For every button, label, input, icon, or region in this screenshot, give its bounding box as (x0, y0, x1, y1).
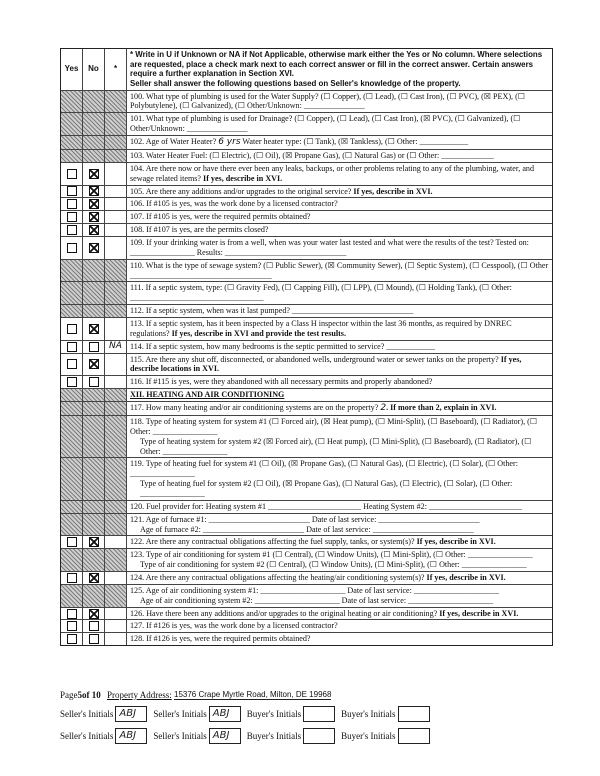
q114-handwritten: NA (109, 341, 122, 352)
q119-system2: Type of heating fuel for system #2 (☐ Oil), (☒ Propane Gas), (☐ Natural Gas), (☐ Electric), (☐ Solar), (☐ Other: ________________ (140, 479, 513, 498)
q123-system2: Type of air conditioning for system #2 (☐ Central), (☐ Window Units), (☐ Mini-Split), (☐ Other: ________________ (140, 560, 527, 570)
q104-yes-checkbox[interactable] (67, 169, 77, 179)
row-128 (61, 633, 552, 645)
q118-system2: Type of heating system for system #2 (☒ Forced air), (☐ Heat pump), (☐ Mini-Split), (☐ Baseboard), (☐ Radiator), (☐ Other: ________________ (140, 436, 532, 456)
row-121 (61, 514, 552, 537)
disclosure-form (60, 48, 553, 646)
q108-text: 108. If #107 is yes, are the permits closed? (130, 225, 269, 235)
q126-instruction: If yes, describe in XVI. (439, 608, 519, 618)
page-footer (60, 690, 551, 750)
buyer-initials-box-3[interactable] (303, 728, 335, 744)
q116-yes-checkbox[interactable] (67, 377, 77, 387)
row-section-xii (61, 389, 552, 402)
instructions-seller: Seller shall answer the following questions based on Seller's knowledge of the property. (130, 78, 461, 88)
row-106 (61, 198, 552, 211)
q116-text: 116. If #115 is yes, were they abandoned with all necessary permits and properly abandoned? (130, 377, 433, 387)
q115-instruction: If yes, describe locations in XVI. (130, 354, 522, 374)
row-100 (61, 91, 552, 114)
q111-text: 111. If a septic system, type: (☐ Gravity Fed), (☐ Capping Fill), (☐ LPP), (☐ Mound), (☐ Holding Tank), (☐ Other: _________________________________ (130, 283, 512, 303)
q127-yes-checkbox[interactable] (67, 621, 77, 631)
q103-text: 103. Water Heater Fuel: (☐ Electric), (☐ Oil), (☒ Propane Gas), (☐ Natural Gas) or (☐ Other: _____________ (130, 150, 494, 160)
q117-text: 117. How many heating and/or air conditioning systems are on the property? (130, 403, 379, 413)
row-113 (61, 318, 552, 341)
row-115 (61, 354, 552, 377)
seller-initials-box-3[interactable] (115, 728, 147, 744)
buyer-initials-box-4[interactable] (398, 728, 430, 744)
q115-no-checkbox[interactable] (89, 359, 99, 369)
q104-text: 104. Are there now or have there ever been any leaks, backups, or other problems relating to any of the plumbing, water, and sewage related items? (130, 163, 535, 183)
q102-label: 102. Age of Water Heater? (130, 137, 217, 146)
row-125 (61, 585, 552, 608)
col-no-header: No (83, 49, 105, 90)
q126-no-checkbox[interactable] (89, 609, 99, 619)
q124-instruction: If yes, describe in XVI. (426, 573, 506, 583)
row-103 (61, 150, 552, 163)
row-124 (61, 572, 552, 585)
q124-yes-checkbox[interactable] (67, 573, 77, 583)
row-109 (61, 237, 552, 260)
q106-text: 106. If #105 is yes, was the work done by a licensed contractor? (130, 199, 338, 209)
seller-initials-label-1: Seller's Initials (60, 709, 114, 719)
initials-row-2 (60, 728, 551, 744)
q115-yes-checkbox[interactable] (67, 359, 77, 369)
q109-text: 109. If your drinking water is from a well, when was your water last tested and what were the results of the test? Tested on: ________________ Results: ______________________________ (130, 237, 529, 257)
q121-furnace2: Age of furnace #2: _________________________ Date of last service: _________________________ (140, 524, 474, 534)
row-126 (61, 608, 552, 621)
row-105 (61, 186, 552, 199)
buyer-initials-box-1[interactable] (303, 706, 335, 722)
buyer-initials-label-1: Buyer's Initials (246, 709, 302, 719)
row-120 (61, 501, 552, 514)
q119-system1: 119. Type of heating fuel for system #1 (☐ Oil), (☒ Propane Gas), (☐ Natural Gas), (☐ Electric), (☐ Solar), (☐ Other: ________________ (130, 459, 518, 479)
q108-no-checkbox[interactable] (89, 225, 99, 235)
q113-text: 113. If a septic system, has it been inspected by a Class H inspector within the last 36 months, as required by DNREC regulations? (130, 319, 512, 338)
seller-initials-box-2[interactable] (209, 706, 241, 722)
q102-handwritten: 6 yrs (218, 137, 241, 147)
row-118 (61, 416, 552, 458)
seller-initials-box-1[interactable] (115, 706, 147, 722)
q115-text: 115. Are there any shut off, disconnected, or abandoned wells, underground water or sewer tanks on the property? (130, 354, 499, 364)
q122-yes-checkbox[interactable] (67, 537, 77, 547)
q101-text: 101. What type of plumbing is used for Drainage? (☐ Copper), (☐ Lead), (☐ Cast Iron), (☒ PVC), (☐ Galvanized), (☐ Other/Unknown: _______________ (130, 114, 521, 134)
q107-text: 107. If #105 is yes, were the required permits obtained? (130, 212, 311, 222)
instructions: * Write in U if Unknown or NA if Not Applicable, otherwise mark either the Yes or No column. Where selections are requested, place a check mark next to each correct answer or fill in the correct answer. Certain answers require a further explanation in Section XVI. (130, 50, 543, 79)
seller-initials-box-4[interactable] (209, 728, 241, 744)
q120-text: 120. Fuel provider for: Heating system #1 _______________________ Heating System #2: _______________________ (130, 501, 523, 511)
q114-text: 114. If a septic system, how many bedrooms is the septic permitted to service? ____________ (130, 341, 435, 351)
property-address: 15376 Crape Myrtle Road, Milton, DE 19968 (174, 690, 332, 699)
row-104 (61, 163, 552, 186)
q114-yes-checkbox[interactable] (67, 342, 77, 352)
q105-instruction: If yes, describe in XVI. (353, 186, 433, 196)
q117-handwritten: 2 (380, 403, 387, 414)
buyer-initials-label-2: Buyer's Initials (341, 709, 396, 719)
q106-no-checkbox[interactable] (89, 199, 99, 209)
q107-yes-checkbox[interactable] (67, 212, 77, 222)
page-address-line (60, 690, 551, 700)
buyer-initials-box-2[interactable] (398, 706, 430, 722)
buyer-initials-label-3: Buyer's Initials (246, 731, 302, 741)
initials-row-1 (60, 706, 551, 722)
q128-no-checkbox[interactable] (89, 634, 99, 644)
page-number: 5 (77, 690, 82, 700)
q125-system1: 125. Age of air conditioning system #1: _____________________ Date of last service: _____________________ (130, 585, 499, 595)
seller-initials-label-4: Seller's Initials (153, 731, 207, 741)
row-127 (61, 620, 552, 633)
q126-yes-checkbox[interactable] (67, 609, 77, 619)
q107-no-checkbox[interactable] (89, 212, 99, 222)
q104-instruction: If yes, describe in XVI. (203, 173, 283, 183)
q106-yes-checkbox[interactable] (67, 199, 77, 209)
section-xii-heading: XII. HEATING AND AIR CONDITIONING (130, 390, 285, 400)
col-star-header: * (105, 49, 127, 90)
col-yes-header: Yes (61, 49, 83, 90)
q114-no-checkbox[interactable] (89, 342, 99, 352)
q109-no-checkbox[interactable] (89, 243, 99, 253)
q113-instruction: If yes, describe in XVI and provide the test results. (171, 328, 346, 338)
q105-yes-checkbox[interactable] (67, 186, 77, 196)
row-114 (61, 341, 552, 354)
row-102 (61, 136, 552, 150)
q113-yes-checkbox[interactable] (67, 324, 77, 334)
q127-text: 127. If #126 is yes, was the work done by a licensed contractor? (130, 621, 338, 631)
buyer-initials-label-4: Buyer's Initials (341, 731, 396, 741)
row-107 (61, 211, 552, 224)
address-label: Property Address: (107, 690, 172, 700)
form-header-row (61, 49, 552, 91)
seller-signature-1: ABJ (119, 708, 137, 719)
q128-text: 128. If #126 is yes, were the required permits obtained? (130, 634, 311, 644)
seller-initials-label-3: Seller's Initials (60, 731, 114, 741)
q122-text: 122. Are there any contractual obligations affecting the fuel supply, tanks, or system(s)? (130, 537, 415, 547)
q116-no-checkbox[interactable] (89, 377, 99, 387)
q102-type: Water heater type: (☐ Tank), (☒ Tankless), (☐ Other: ____________ (242, 137, 469, 146)
q104-no-checkbox[interactable] (89, 169, 99, 179)
row-110 (61, 260, 552, 283)
row-119 (61, 458, 552, 500)
q124-text: 124. Are there any contractual obligations affecting the heating/air conditioning system(s)? (130, 573, 425, 583)
q127-no-checkbox[interactable] (89, 621, 99, 631)
row-122 (61, 536, 552, 549)
q110-text: 110. What is the type of sewage system? (☐ Public Sewer), (☒ Community Sewer), (☐ Septic System), (☐ Cesspool), (☐ Other ___________________________________ (130, 260, 549, 280)
row-123 (61, 549, 552, 572)
q118-system1: 118. Type of heating system for system #1 (☐ Forced air), (☒ Heat pump), (☐ Mini-Split), (☐ Baseboard), (☐ Radiator), (☐ Other: ________________ (130, 416, 538, 436)
seller-signature-4: ABJ (212, 730, 230, 741)
seller-signature-2: ABJ (212, 708, 230, 719)
row-111 (61, 282, 552, 305)
q122-instruction: If yes, describe in XVI. (416, 537, 496, 547)
page-prefix: Page (60, 690, 78, 700)
row-101 (61, 113, 552, 136)
q100-text: 100. What type of plumbing is used for the Water Supply? (☐ Copper), (☐ Lead), (☐ Cast Iron), (☐ PVC), (☒ PEX), (☐ Polybutylene), (☐ Galvanized), (☐ Other/Unknown: _______________ (130, 91, 526, 111)
q123-system1: 123. Type of air conditioning for system #1 (☐ Central), (☐ Window Units), (☐ Mini-Split), (☐ Other: ________________ (130, 550, 533, 560)
row-112 (61, 305, 552, 318)
q125-system2: Age of air conditioning system #2: _____________________ Date of last service: _____________________ (140, 595, 494, 605)
q122-no-checkbox[interactable] (89, 537, 99, 547)
q124-no-checkbox[interactable] (89, 573, 99, 583)
row-117 (61, 402, 552, 416)
q126-text: 126. Have there been any additions and/or upgrades to the original heating or air conditioning? (130, 608, 438, 618)
q113-no-checkbox[interactable] (89, 324, 99, 334)
page-of: of 10 (82, 690, 101, 700)
row-116 (61, 376, 552, 389)
seller-signature-3: ABJ (119, 730, 137, 741)
q105-no-checkbox[interactable] (89, 186, 99, 196)
q108-yes-checkbox[interactable] (67, 225, 77, 235)
q121-furnace1: 121. Age of furnace #1: _________________________ Date of last service: _________________________ (130, 514, 480, 524)
q128-yes-checkbox[interactable] (67, 634, 77, 644)
seller-initials-label-2: Seller's Initials (153, 709, 207, 719)
row-108 (61, 224, 552, 237)
q112-text: 112. If a septic system, when was it last pumped? ______________________________ (130, 306, 414, 316)
q105-text: 105. Are there any additions and/or upgrades to the original service? (130, 186, 352, 196)
q117-instruction: . If more than 2, explain in XVI. (386, 403, 497, 413)
q109-yes-checkbox[interactable] (67, 243, 77, 253)
